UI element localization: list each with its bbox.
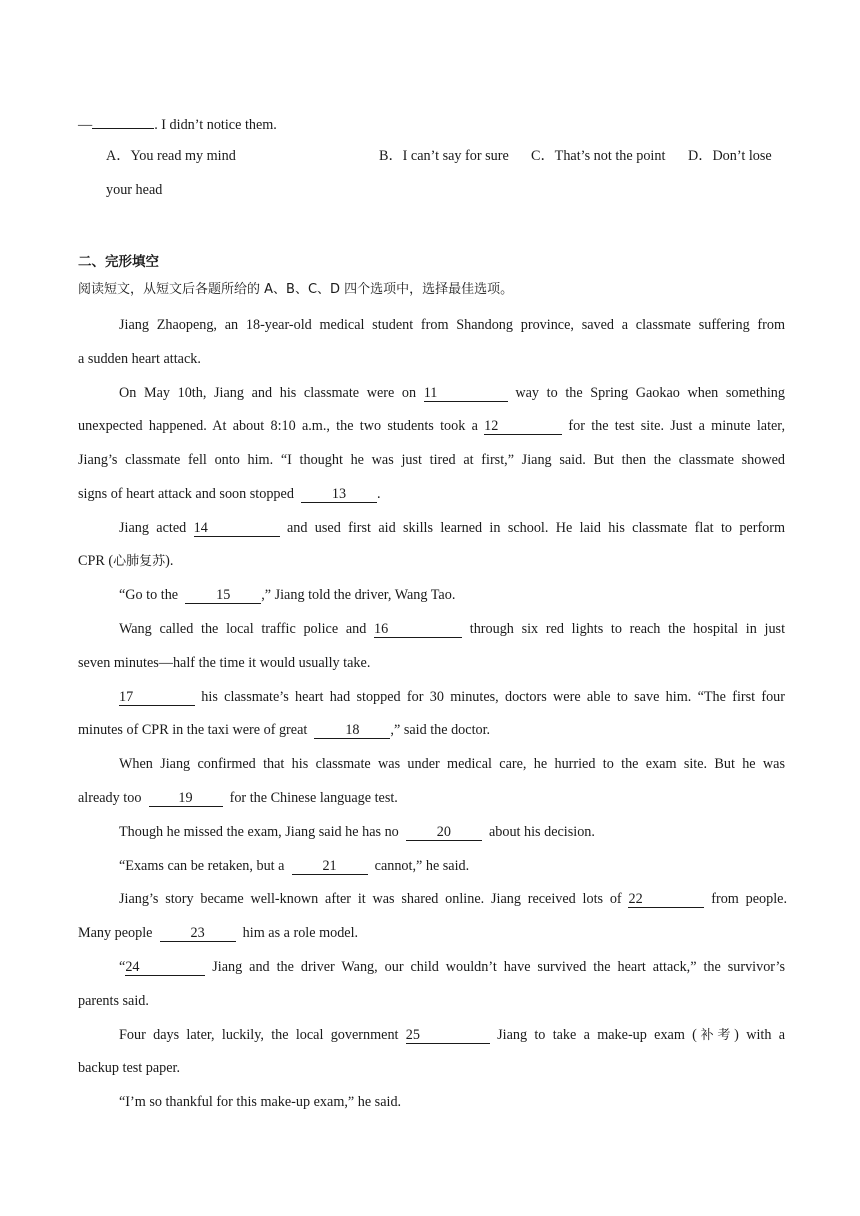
blank-15: 15	[185, 587, 261, 604]
text-segment: On May 10th, Jiang and his classmate were on	[119, 385, 417, 401]
text-segment: “	[119, 959, 126, 975]
answer-blank	[92, 112, 154, 129]
text-segment: Jiang and the driver Wang, our child wouldn’t have survived the heart attack,” the survivor’s	[212, 959, 786, 975]
text-segment: him as a role model.	[242, 925, 359, 941]
blank-17: 17	[119, 689, 195, 706]
passage-line: a sudden heart attack.	[78, 351, 201, 367]
passage-line	[78, 416, 785, 436]
passage-line: backup test paper.	[78, 1060, 181, 1076]
option-letter: A．	[106, 148, 131, 164]
option-letter: C．	[531, 148, 555, 164]
text-segment: Jiang acted	[119, 520, 187, 536]
text-segment: ,” Jiang told the driver, Wang Tao.	[261, 587, 456, 603]
passage-line	[78, 551, 173, 572]
blank-22: 22	[628, 891, 704, 908]
passage-line: parents said.	[78, 993, 149, 1009]
blank-20: 20	[406, 824, 482, 841]
text-segment: Wang called the local traffic police and	[119, 621, 367, 637]
text-segment: about his decision.	[488, 824, 595, 840]
blank-18: 18	[314, 722, 390, 739]
text-segment: Though he missed the exam, Jiang said he has no	[119, 824, 399, 840]
option-a	[106, 146, 236, 166]
passage-line	[119, 889, 787, 909]
option-text: You read my mind	[130, 148, 236, 164]
passage-line	[119, 957, 785, 977]
text-segment: cannot,” he said.	[374, 858, 470, 874]
text-segment: CPR (	[78, 553, 114, 569]
text-segment: Many people	[78, 925, 153, 941]
passage-line	[78, 788, 398, 808]
text-segment: through six red lights to reach the hospital in just	[469, 621, 786, 637]
text-segment: Jiang to take a make-up exam (	[497, 1027, 697, 1043]
option-text: Don’t lose	[712, 148, 772, 164]
text-segment: his classmate’s heart had stopped for 30 minutes, doctors were able to save him. “The first four	[201, 689, 785, 705]
text-segment: unexpected happened. At about 8:10 a.m., the two students took a	[78, 418, 478, 434]
blank-13: 13	[301, 486, 377, 503]
text-segment: “Go to the	[119, 587, 179, 603]
option-text: I can’t say for sure	[402, 148, 509, 164]
text-segment: “Exams can be retaken, but a	[119, 858, 285, 874]
blank-16: 16	[374, 621, 462, 638]
passage-line	[119, 619, 785, 639]
blank-11: 11	[424, 385, 508, 402]
cjk-gloss: 心肺复苏	[113, 554, 166, 569]
option-d	[688, 146, 772, 166]
passage-line: Jiang Zhaopeng, an 18-year-old medical student from Shandong province, saved a classmate suffering from	[119, 317, 785, 333]
blank-19: 19	[149, 790, 223, 807]
passage-line	[78, 484, 381, 504]
option-letter: D．	[688, 148, 713, 164]
text-segment: already too	[78, 790, 142, 806]
passage-line	[119, 1025, 785, 1046]
passage-line	[119, 687, 785, 707]
option-text: That’s not the point	[554, 148, 666, 164]
stem-text: . I didn’t notice them.	[154, 117, 277, 133]
section-instruction: 阅读短文，从短文后各题所给的 A、B、C、D 四个选项中，选择最佳选项。	[78, 282, 514, 297]
passage-line	[119, 518, 785, 538]
option-c	[531, 146, 665, 166]
section-heading: 二、完形填空	[78, 254, 159, 270]
passage-line: “I’m so thankful for this make-up exam,” he said.	[119, 1094, 402, 1110]
text-segment: minutes of CPR in the taxi were of great	[78, 722, 308, 738]
text-segment: and used first aid skills learned in school. He laid his classmate flat to perform	[286, 520, 786, 536]
passage-line	[119, 383, 785, 403]
text-segment: .	[377, 486, 381, 502]
text-segment: ,” said the doctor.	[390, 722, 491, 738]
passage-line: Jiang’s classmate fell onto him. “I thought he was just tired at first,” Jiang said. But then the classmate showed	[78, 452, 785, 468]
passage-line	[119, 822, 595, 842]
text-segment: ) with a	[734, 1027, 786, 1043]
passage-line	[119, 856, 469, 876]
blank-24: 24	[125, 959, 205, 976]
text-segment: signs of heart attack and soon stopped	[78, 486, 294, 502]
text-segment: from people.	[711, 891, 788, 907]
text-segment: ).	[165, 553, 174, 569]
text-segment: for the Chinese language test.	[229, 790, 398, 806]
passage-line: When Jiang confirmed that his classmate was under medical care, he hurried to the exam site. But he was	[119, 756, 785, 772]
blank-14: 14	[194, 520, 280, 537]
text-segment: Jiang’s story became well-known after it was shared online. Jiang received lots of	[119, 891, 622, 907]
passage-line	[78, 923, 358, 943]
option-letter: B．	[379, 148, 403, 164]
blank-23: 23	[160, 925, 236, 942]
stem-dash: —	[78, 117, 93, 133]
passage-line	[119, 585, 455, 605]
option-d-continued: your head	[106, 182, 163, 198]
blank-25: 25	[406, 1027, 490, 1044]
question-stem	[78, 112, 277, 135]
text-segment: way to the Spring Gaokao when something	[515, 385, 785, 401]
text-segment: Four days later, luckily, the local government	[119, 1027, 399, 1043]
option-b	[379, 146, 509, 166]
passage-line: seven minutes—half the time it would usually take.	[78, 655, 371, 671]
cjk-gloss: 补考	[696, 1028, 735, 1043]
passage-line	[78, 720, 490, 740]
blank-12: 12	[484, 418, 562, 435]
blank-21: 21	[292, 858, 368, 875]
text-segment: for the test site. Just a minute later,	[568, 418, 786, 434]
